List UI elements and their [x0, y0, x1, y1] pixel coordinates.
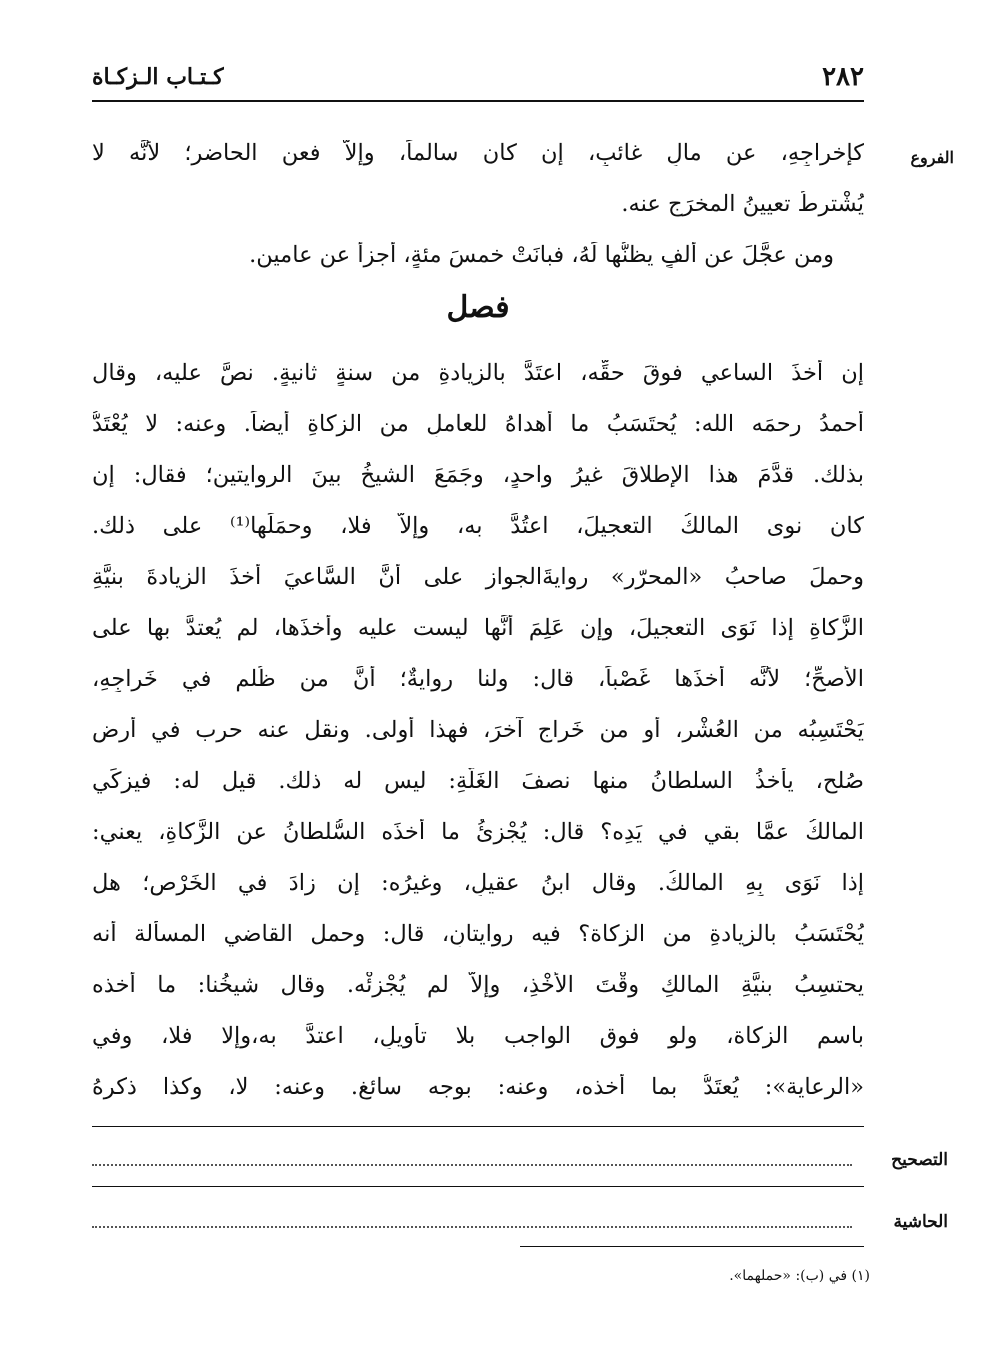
text-line: إذا نَوَى بِهِ المالكُ. وقال ابنُ عقيلٍ، وغيرُه: إن زادَ في الخَرْصِ؛ هل	[92, 870, 864, 896]
tashih-dotted-line	[92, 1164, 852, 1166]
header-rule	[92, 100, 864, 102]
hashiya-label: الحاشية	[893, 1212, 948, 1232]
notes-divider	[92, 1186, 864, 1187]
text-line: «الرعاية»: يُعتَدُّ بما أخذه، وعنه: بوجه سائغٍ. وعنه: لا، وكذا ذكرهُ	[92, 1074, 864, 1100]
text-line: أحمدُ رحمَه الله: يُحتَسَبُ ما أهداهُ للعاملِ من الزكاةِ أيضاً. وعنه: لا يُعْتَدُّ	[92, 411, 864, 437]
margin-label-furu: الفروع	[910, 148, 954, 167]
text-line: يَحْتَسِبُه من العُشْرِ، أو من خَراجٍ آخرَ، فهذا أولى. ونقل عنه حرب في أرضِ	[92, 717, 864, 743]
section-heading: فصل	[446, 290, 510, 325]
text-line: يُحْتَسَبُ بالزيادةِ من الزكاة؟ فيه روايتانِ، قال: وحمل القاضي المسألة أنه	[92, 921, 864, 947]
page-header	[92, 62, 864, 96]
text-line: باسم الزكاة، ولو فوق الواجب بلا تأويلٍ، اعتدَّ به،وإلا فلا، وفي	[92, 1023, 864, 1049]
footnote: (١) في (ب): «حملهما».	[729, 1268, 870, 1284]
text-line: يحتسِبُ بنيَّةِ المالكِ وقْتَ الأخْذِ، وإلاَّ لم يُجْزِئْه. وقال شيخُنا: ما أخذه	[92, 972, 864, 998]
text-line: كان نوى المالكُ التعجيلَ، اعتُدَّ به، وإلاَّ فلا، وحمَلَها⁽¹⁾ على ذلك.	[92, 513, 864, 539]
hashiya-dotted-line	[92, 1226, 852, 1228]
text-line: كإخراجِهِ، عن مالٍ غائبٍ، إن كان سالماً، وإلاَّ فعنِ الحاضرِ؛ لأنَّه لا	[92, 140, 864, 166]
page-number: ٢٨٢	[822, 62, 864, 92]
text-line: المالكُ عمَّا بقي في يَدِه؟ قال: يُجْزِئُ ما أخذَه السُّلطانُ عن الزَّكاةِ، يعني:	[92, 819, 864, 845]
running-title: كـتـاب الـزكـاة	[92, 64, 224, 90]
text-line: الأصحِّ؛ لأنَّه أخذَها غَصْباً، قال: ولنا روايةٌ؛ أنَّ من ظُلم في خَراجِهِ،	[92, 666, 864, 692]
text-line: وحملَ صاحبُ «المحرّرِ» روايةَالجوازِ على أنَّ السَّاعيَ أخذَ الزيادةَ بنيَّةِ	[92, 564, 864, 590]
text-line: بذلك. قدَّمَ هذا الإطلاقَ غيرُ واحدٍ، وجَمَعَ الشيخُ بينَ الروايتينِ؛ فقال: إن	[92, 462, 864, 488]
text-line: يُشْترطُ تعيينُ المخرَجِ عنه.	[621, 191, 864, 217]
content-divider	[92, 1126, 864, 1127]
paragraph-ajl: ومن عجَّلَ عن ألفٍ يظنُّها لَهُ، فبانَتْ خمسَ مئةٍ، أجزأَ عن عامينِ.	[249, 242, 834, 268]
footnote-rule	[520, 1246, 864, 1247]
text-line: إن أخذَ الساعي فوقَ حقِّه، اعتَدَّ بالزيادةِ من سنةٍ ثانيةٍ. نصَّ عليه، وقال	[92, 360, 864, 386]
text-line: صُلحٍ، يأخذُ السلطانُ منها نصفَ الغَلَّةِ: ليس له ذلك. قيل له: فيزكِّي	[92, 768, 864, 794]
tashih-label: التصحيح	[891, 1150, 948, 1170]
text-line: الزَّكاةِ إذا نَوَى التعجيلَ، وإن عَلِمَ أنَّها ليست عليه وأخذَها، لم يُعتدَّ بها على	[92, 615, 864, 641]
